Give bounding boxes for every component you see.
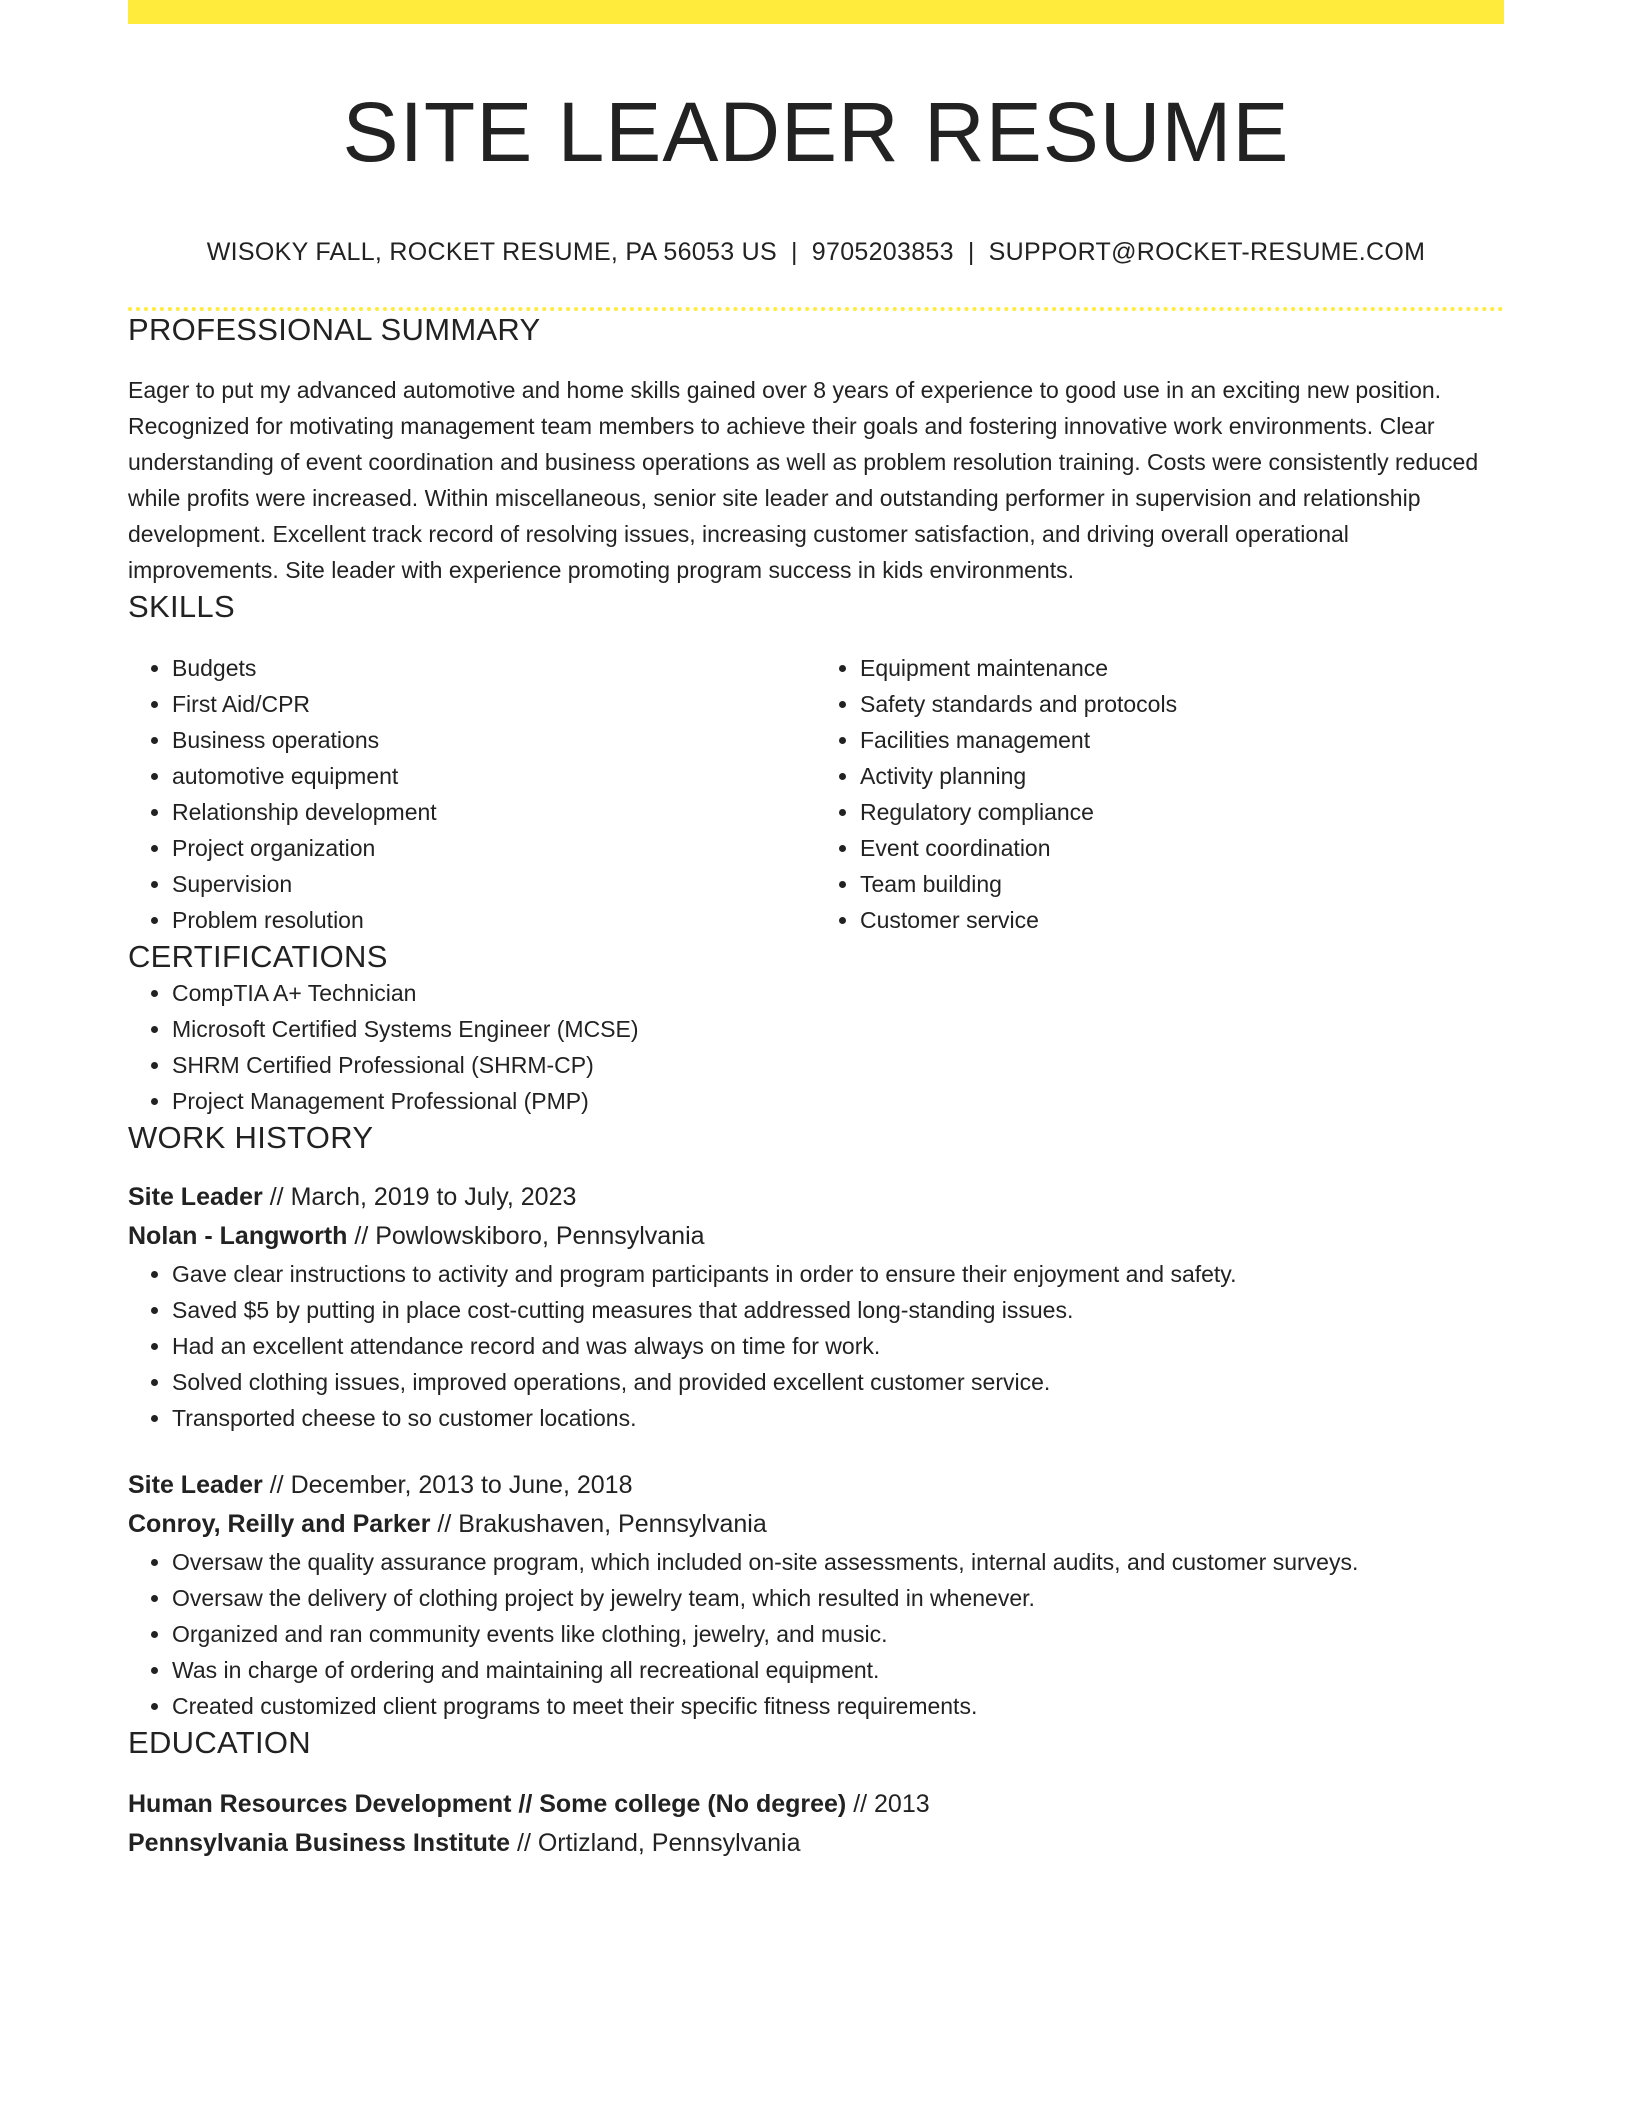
skill-item: • automotive equipment xyxy=(172,758,816,794)
contact-separator: | xyxy=(967,238,975,267)
contact-line xyxy=(128,238,1504,267)
top-accent-bar xyxy=(128,0,1504,24)
skill-item: • Equipment maintenance xyxy=(860,650,1504,686)
work-history-heading: WORK HISTORY xyxy=(128,1119,374,1155)
job-company: Conroy, Reilly and Parker xyxy=(128,1509,431,1538)
contact-phone: 9705203853 xyxy=(811,238,954,267)
certification-item: • SHRM Certified Professional (SHRM-CP) xyxy=(172,1047,1504,1083)
skill-item: • Regulatory compliance xyxy=(860,794,1504,830)
skill-item: • First Aid/CPR xyxy=(172,686,816,722)
skill-item: • Customer service xyxy=(860,902,1504,938)
education-school-line xyxy=(128,1824,1504,1863)
job-company-line xyxy=(128,1217,1504,1256)
skill-item: • Safety standards and protocols xyxy=(860,686,1504,722)
job-company: Nolan - Langworth xyxy=(128,1221,348,1250)
skill-item: • Facilities management xyxy=(860,722,1504,758)
job-location: // Brakushaven, Pennsylvania xyxy=(430,1509,767,1538)
skills-list-right xyxy=(816,650,1504,938)
job-bullets xyxy=(128,1256,1504,1436)
job-bullet: • Transported cheese to so customer locations. xyxy=(172,1400,1504,1436)
skills-heading: SKILLS xyxy=(128,589,235,625)
job-dates: // March, 2019 to July, 2023 xyxy=(262,1182,577,1211)
job-entry xyxy=(128,1178,1504,1436)
contact-separator: | xyxy=(790,238,798,267)
job-title-line xyxy=(128,1466,1504,1505)
education-year: // 2013 xyxy=(846,1790,930,1819)
job-company-line xyxy=(128,1505,1504,1544)
skill-item: • Team building xyxy=(860,866,1504,902)
job-bullet: • Gave clear instructions to activity and program participants in order to ensure their enjoyment and safety. xyxy=(172,1256,1504,1292)
certifications-heading: CERTIFICATIONS xyxy=(128,938,388,974)
skill-item: • Activity planning xyxy=(860,758,1504,794)
job-bullet: • Created customized client programs to meet their specific fitness requirements. xyxy=(172,1688,1504,1724)
skill-item: • Budgets xyxy=(172,650,816,686)
education-heading: EDUCATION xyxy=(128,1724,311,1760)
job-bullet: • Saved $5 by putting in place cost-cutting measures that addressed long-standing issues. xyxy=(172,1292,1504,1328)
skill-item: • Event coordination xyxy=(860,830,1504,866)
job-title-line xyxy=(128,1178,1504,1217)
job-title: Site Leader xyxy=(128,1182,263,1211)
job-dates: // December, 2013 to June, 2018 xyxy=(262,1470,633,1499)
summary-heading: PROFESSIONAL SUMMARY xyxy=(128,312,541,348)
resume-page xyxy=(128,0,1504,1863)
skill-item: • Supervision xyxy=(172,866,816,902)
job-title: Site Leader xyxy=(128,1470,263,1499)
job-bullets xyxy=(128,1544,1504,1724)
skill-item: • Project organization xyxy=(172,830,816,866)
education-location: // Ortizland, Pennsylvania xyxy=(510,1829,801,1858)
education-entry xyxy=(128,1785,1504,1863)
job-location: // Powlowskiboro, Pennsylvania xyxy=(347,1221,705,1250)
certification-item: • CompTIA A+ Technician xyxy=(172,975,1504,1011)
skill-item: • Relationship development xyxy=(172,794,816,830)
resume-title: SITE LEADER RESUME xyxy=(342,85,1290,179)
job-bullet: • Oversaw the delivery of clothing project by jewelry team, which resulted in whenever. xyxy=(172,1580,1504,1616)
skills-list-left xyxy=(128,650,816,938)
certifications-list xyxy=(128,975,1504,1119)
summary-text: Eager to put my advanced automotive and home skills gained over 8 years of experience to good use in an exciting new position. Recognized for motivating management team members to achieve their goals and fostering innovative work environments. Clear understanding of event coordination and business operations as well as problem resolution training. Costs were consistently reduced while profits were increased. Within miscellaneous, senior site leader and outstanding performer in supervision and relationship development. Excellent track record of resolving issues, increasing customer satisfaction, and driving overall operational improvements. Site leader with experience promoting program success in kids environments. xyxy=(128,377,1479,584)
job-bullet: • Organized and ran community events like clothing, jewelry, and music. xyxy=(172,1616,1504,1652)
certification-item: • Microsoft Certified Systems Engineer (MCSE) xyxy=(172,1011,1504,1047)
skills-columns xyxy=(128,650,1504,938)
job-bullet: • Solved clothing issues, improved operations, and provided excellent customer service. xyxy=(172,1364,1504,1400)
job-bullet: • Had an excellent attendance record and was always on time for work. xyxy=(172,1328,1504,1364)
skill-item: • Problem resolution xyxy=(172,902,816,938)
job-bullet: • Oversaw the quality assurance program, which included on-site assessments, internal audits, and customer surveys. xyxy=(172,1544,1504,1580)
skill-item: • Business operations xyxy=(172,722,816,758)
contact-email: SUPPORT@ROCKET-RESUME.COM xyxy=(988,238,1426,267)
education-school: Pennsylvania Business Institute xyxy=(128,1829,511,1858)
education-degree: Human Resources Development // Some college (No degree) xyxy=(128,1790,847,1819)
job-bullet: • Was in charge of ordering and maintaining all recreational equipment. xyxy=(172,1652,1504,1688)
certification-item: • Project Management Professional (PMP) xyxy=(172,1083,1504,1119)
job-entry xyxy=(128,1466,1504,1724)
contact-address: WISOKY FALL, ROCKET RESUME, PA 56053 US xyxy=(206,238,777,267)
education-degree-line xyxy=(128,1785,1504,1824)
